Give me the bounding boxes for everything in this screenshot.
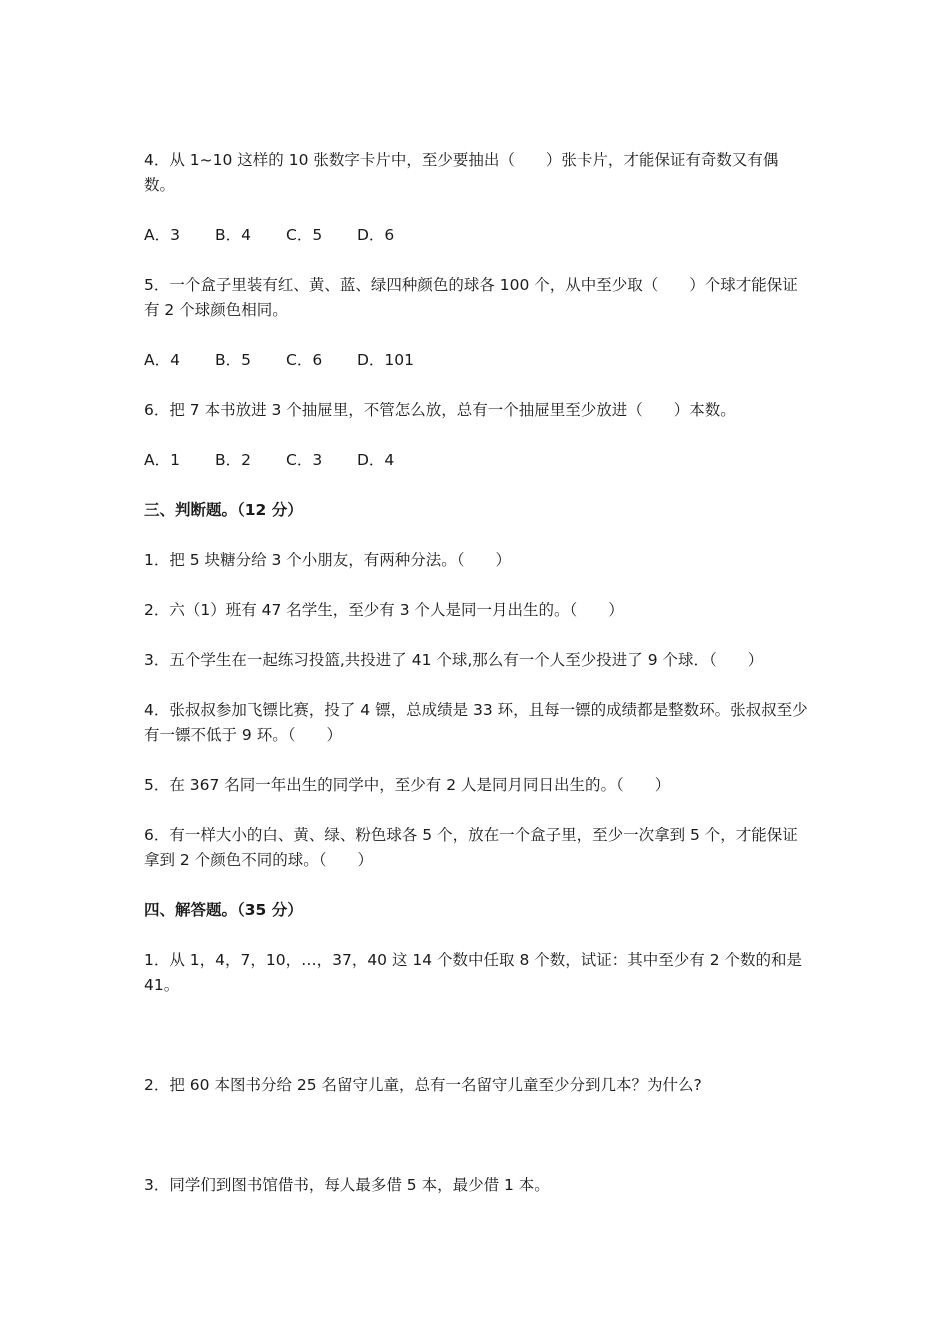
- option-a: A．4: [144, 351, 180, 369]
- option-c: C．3: [286, 451, 323, 469]
- option-b: B．5: [215, 351, 251, 369]
- choice-options-4: [144, 223, 809, 248]
- word-problem-3: 3．同学们到图书馆借书，每人最多借 5 本，最少借 1 本。: [144, 1176, 550, 1194]
- option-b: B．2: [215, 451, 251, 469]
- option-d: D．101: [357, 351, 415, 369]
- option-a: A．3: [144, 226, 180, 244]
- section-title-word-problems: 四、解答题。（35 分）: [144, 901, 303, 919]
- option-c: C．5: [286, 226, 323, 244]
- true-false-item-2: 2．六（1）班有 47 名学生，至少有 3 个人是同一月出生的。（ ）: [144, 601, 624, 619]
- word-problem-2: 2．把 60 本图书分给 25 名留守儿童，总有一名留守儿童至少分到几本？为什么?: [144, 1076, 702, 1094]
- choice-options-6: [144, 448, 809, 473]
- true-false-item-3: 3．五个学生在一起练习投篮,共投进了 41 个球,那么有一个人至少投进了 9 个球．（ ）: [144, 651, 764, 669]
- true-false-item-4: 4．张叔叔参加飞镖比赛，投了 4 镖，总成绩是 33 环，且每一镖的成绩都是整数环。张叔叔至少有一镖不低于 9 环。（ ）: [144, 701, 808, 744]
- choice-question-5: 5．一个盒子里装有红、黄、蓝、绿四种颜色的球各 100 个，从中至少取（ ）个球才能保证有 2 个球颜色相同。: [144, 276, 798, 319]
- true-false-item-1: 1．把 5 块糖分给 3 个小朋友，有两种分法。（ ）: [144, 551, 512, 569]
- option-a: A．1: [144, 451, 180, 469]
- true-false-item-5: 5．在 367 名同一年出生的同学中，至少有 2 人是同月同日出生的。（ ）: [144, 776, 671, 794]
- true-false-item-6: 6．有一样大小的白、黄、绿、粉色球各 5 个，放在一个盒子里，至少一次拿到 5 个，才能保证拿到 2 个颜色不同的球。（ ）: [144, 826, 798, 869]
- section-title-true-false: 三、判断题。（12 分）: [144, 501, 303, 519]
- option-b: B．4: [215, 226, 251, 244]
- choice-question-6: 6．把 7 本书放进 3 个抽屉里，不管怎么放，总有一个抽屉里至少放进（ ）本数。: [144, 401, 736, 419]
- choice-question-4: 4．从 1~10 这样的 10 张数字卡片中，至少要抽出（ ）张卡片，才能保证有奇数又有偶数。: [144, 151, 779, 194]
- option-d: D．4: [357, 451, 395, 469]
- option-c: C．6: [286, 351, 323, 369]
- worksheet-page: [144, 148, 809, 1198]
- word-problem-1: 1．从 1，4，7，10，…，37，40 这 14 个数中任取 8 个数，试证：其中至少有 2 个数的和是 41。: [144, 951, 807, 994]
- choice-options-5: [144, 348, 809, 373]
- option-d: D．6: [357, 226, 395, 244]
